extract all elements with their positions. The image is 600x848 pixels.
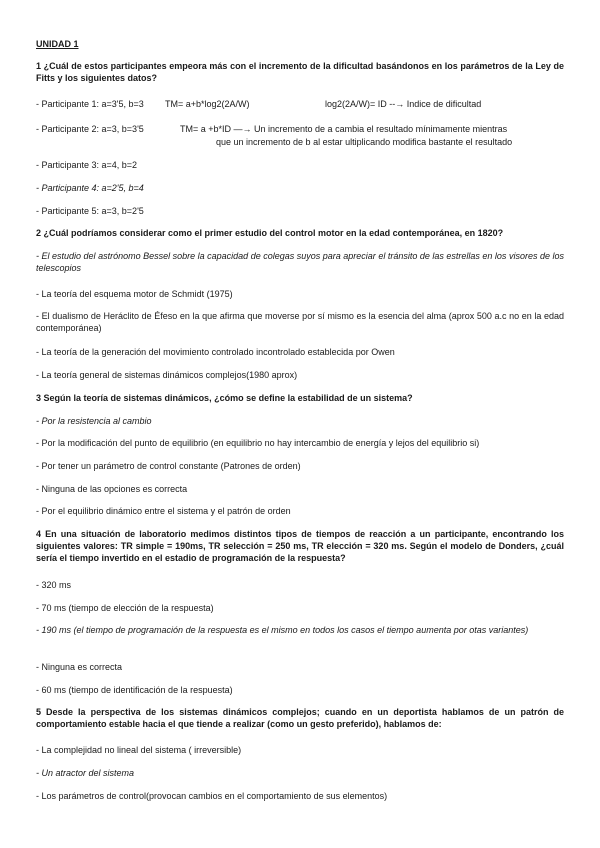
question-2: 2 ¿Cuál podríamos considerar como el primer estudio del control motor en la edad contemporánea, en 1820? xyxy=(36,228,504,238)
q4-option-2: - 70 ms (tiempo de elección de la respuesta) xyxy=(36,603,214,613)
q3-option-4: - Ninguna de las opciones es correcta xyxy=(36,484,188,494)
q2-option-3: - El dualismo de Heráclito de Éfeso en la que afirma que moverse por sí mismo es la esencia del alma (aprox 500 a.c no en la edad contemporánea) xyxy=(36,311,564,333)
q4-option-5: - 60 ms (tiempo de identificación de la respuesta) xyxy=(36,685,233,695)
q3-option-5: - Por el equilibrio dinámico entre el sistema y el patrón de orden xyxy=(36,506,291,516)
q2-option-5: - La teoría general de sistemas dinámicos complejos(1980 aprox) xyxy=(36,370,298,380)
q4-option-4: - Ninguna es correcta xyxy=(36,662,123,672)
q1-participant-4: - Participante 4: a=2'5, b=4 xyxy=(36,183,144,193)
q2-option-2: - La teoría del esquema motor de Schmidt (1975) xyxy=(36,289,233,299)
q1-formula: TM= a+b*log2(2A/W) xyxy=(165,99,250,109)
q3-option-1: - Por la resistencia al cambio xyxy=(36,416,152,426)
question-3: 3 Según la teoría de sistemas dinámicos, ¿cómo se define la estabilidad de un sistema? xyxy=(36,393,413,403)
q2-option-1: - El estudio del astrónomo Bessel sobre la capacidad de colegas suyos para apreciar el tránsito de las estrellas en los visores de los telescopios xyxy=(36,251,564,273)
q5-option-1: - La complejidad no lineal del sistema ( irreversible) xyxy=(36,745,242,755)
q4-option-3: - 190 ms (el tiempo de programación de la respuesta es el mismo en todos los casos el tiempo aumenta por otas variantes) xyxy=(36,625,529,635)
q3-option-3: - Por tener un parámetro de control constante (Patrones de orden) xyxy=(36,461,301,471)
q4-option-1: - 320 ms xyxy=(36,580,72,590)
q2-option-4: - La teoría de la generación del movimiento controlado incontrolado establecida por Owen xyxy=(36,347,395,357)
unit-title: UNIDAD 1 xyxy=(36,39,79,49)
q1-p1-values: - Participante 1: a=3'5, b=3 xyxy=(36,99,144,109)
q5-option-2: - Un atractor del sistema xyxy=(36,768,135,778)
question-1: 1 ¿Cuál de estos participantes empeora más con el incremento de la dificultad basándonos en los parámetros de la Ley de Fitts y los siguientes datos? xyxy=(36,61,564,83)
q3-option-2: - Por la modificación del punto de equilibrio (en equilibrio no hay intercambio de energía y lejos del equilibrio si) xyxy=(36,438,480,448)
question-5: 5 Desde la perspectiva de los sistemas dinámicos complejos; cuando en un deportista hablamos de un patrón de comportamiento estable hacia el que tiende a realizar (como un gesto preferido), hablamos de: xyxy=(36,707,564,729)
q1-explanation-1: TM= a +b*ID —→ Un incremento de a cambia el resultado mínimamente mientras xyxy=(180,124,508,134)
q1-id-definition: log2(2A/W)= ID --→ Indice de dificultad xyxy=(325,99,482,109)
question-4: 4 En una situación de laboratorio medimos distintos tipos de tiempos de reacción a un participante, encontrando los siguientes valores: TR simple = 190ms, TR selección = 250 ms, TR elección = 320 ms. Según el modelo de Donders, ¿cuál sería el tiempo invertido en el estadio de programación de la respuesta? xyxy=(36,529,564,563)
q1-participant-3: - Participante 3: a=4, b=2 xyxy=(36,160,138,170)
q1-participant-5: - Participante 5: a=3, b=2'5 xyxy=(36,206,144,216)
q1-participant-1 xyxy=(36,98,144,110)
q5-option-3: - Los parámetros de control(provocan cambios en el comportamiento de sus elementos) xyxy=(36,791,388,801)
q1-explanation-2: que un incremento de b al estar ultiplicando modifica bastante el resultado xyxy=(216,137,513,147)
q1-participant-2: - Participante 2: a=3, b=3'5 xyxy=(36,124,144,134)
